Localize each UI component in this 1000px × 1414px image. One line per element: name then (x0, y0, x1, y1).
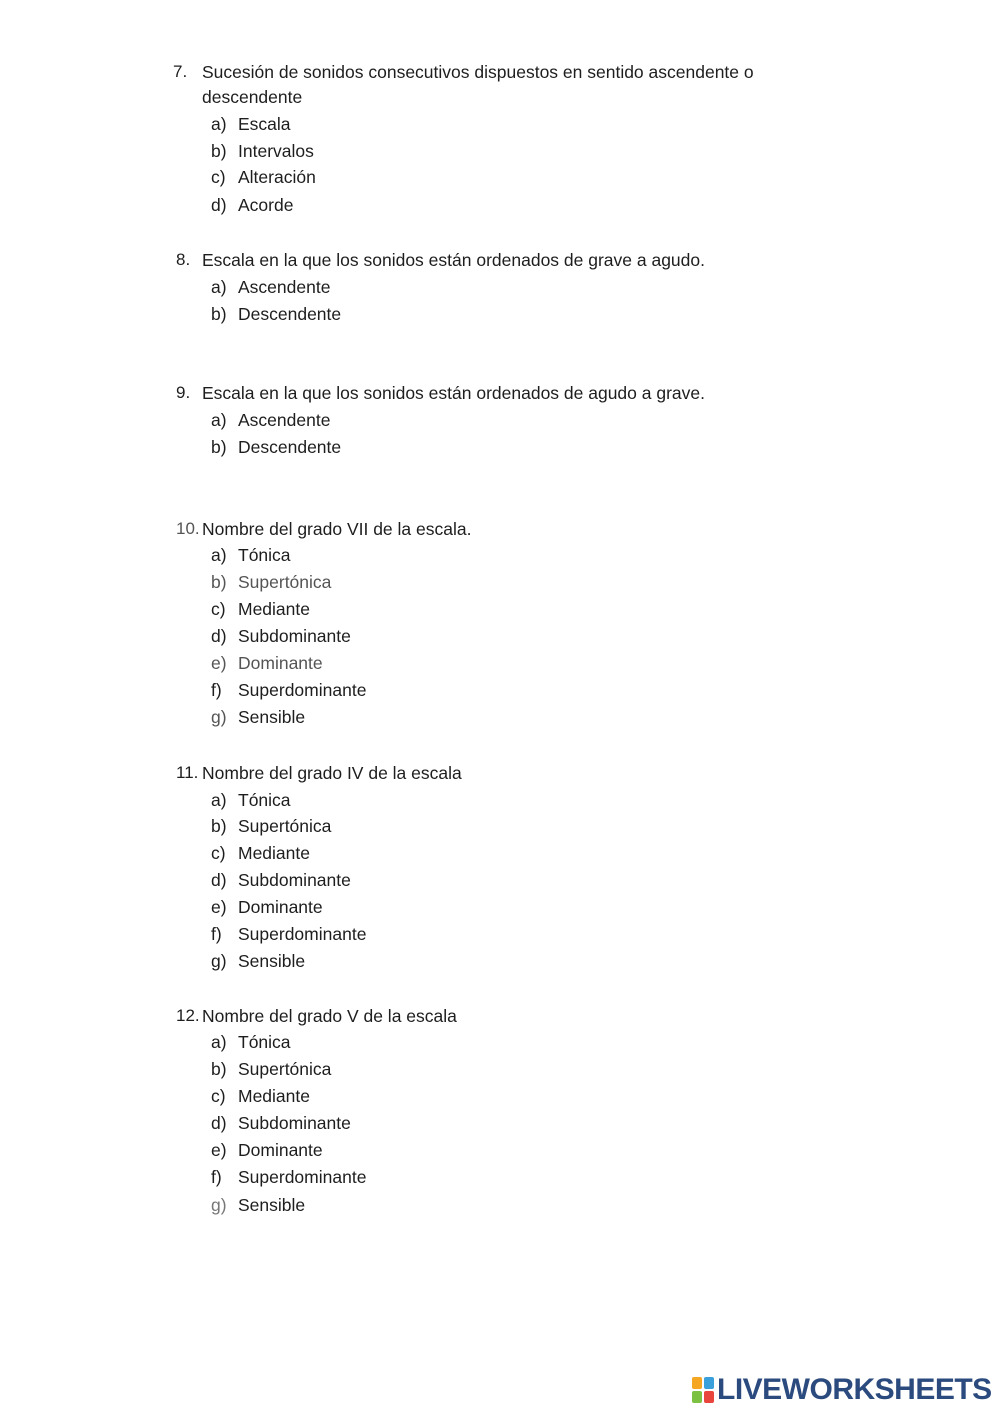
option-text: Sensible (238, 1195, 306, 1215)
option-letter: a) (211, 1032, 227, 1052)
question-text-line2: descendente (202, 87, 303, 107)
option-text: Dominante (238, 1140, 323, 1160)
option-letter: a) (211, 114, 227, 134)
option-letter: d) (211, 626, 227, 646)
question-number: 10. (176, 519, 200, 538)
option-letter: b) (211, 1059, 227, 1079)
option-letter: b) (211, 816, 227, 836)
option-text: Mediante (238, 1086, 310, 1106)
option-letter: g) (211, 951, 227, 971)
question-number: 9. (176, 383, 191, 402)
option-text: Acorde (238, 195, 294, 215)
liveworksheets-logo-icon (692, 1377, 714, 1403)
question-text-line1: Escala en la que los sonidos están ordenados de agudo a grave. (202, 383, 705, 403)
option-text: Dominante (238, 653, 323, 673)
option-letter: a) (211, 790, 227, 810)
option-text: Supertónica (238, 1059, 332, 1079)
option-text: Tónica (238, 790, 291, 810)
option-letter: g) (211, 1195, 227, 1215)
question-number: 8. (176, 250, 191, 269)
option-text: Descendente (238, 304, 342, 324)
option-letter: f) (211, 924, 222, 944)
option-letter: f) (211, 1167, 222, 1187)
option-letter: c) (211, 167, 226, 187)
option-text: Dominante (238, 897, 323, 917)
option-text: Ascendente (238, 277, 331, 297)
option-text: Descendente (238, 437, 342, 457)
option-text: Ascendente (238, 410, 331, 430)
liveworksheets-logo-text: LIVEWORKSHEETS (717, 1373, 992, 1406)
option-text: Supertónica (238, 572, 332, 592)
option-letter: d) (211, 195, 227, 215)
option-text: Sensible (238, 707, 306, 727)
option-letter: a) (211, 410, 227, 430)
option-letter: e) (211, 897, 227, 917)
option-letter: f) (211, 680, 222, 700)
option-letter: g) (211, 707, 227, 727)
option-letter: c) (211, 843, 226, 863)
option-text: Subdominante (238, 626, 351, 646)
option-text: Subdominante (238, 1113, 351, 1133)
option-letter: b) (211, 304, 227, 324)
question-text-line1: Nombre del grado IV de la escala (202, 763, 462, 783)
question-number: 11. (176, 763, 199, 782)
question-text-line1: Nombre del grado V de la escala (202, 1006, 457, 1026)
option-letter: a) (211, 545, 227, 565)
question-number: 7. (173, 62, 188, 81)
option-text: Superdominante (238, 680, 367, 700)
option-letter: c) (211, 1086, 226, 1106)
option-text: Mediante (238, 599, 310, 619)
option-letter: c) (211, 599, 226, 619)
option-text: Superdominante (238, 924, 367, 944)
question-text-line1: Escala en la que los sonidos están ordenados de grave a agudo. (202, 250, 705, 270)
option-text: Tónica (238, 1032, 291, 1052)
option-letter: b) (211, 437, 227, 457)
option-text: Superdominante (238, 1167, 367, 1187)
option-text: Subdominante (238, 870, 351, 890)
option-text: Mediante (238, 843, 310, 863)
option-text: Supertónica (238, 816, 332, 836)
option-letter: b) (211, 141, 227, 161)
option-text: Tónica (238, 545, 291, 565)
option-letter: e) (211, 1140, 227, 1160)
question-text-line1: Nombre del grado VII de la escala. (202, 519, 472, 539)
option-letter: e) (211, 653, 227, 673)
question-number: 12. (176, 1006, 200, 1025)
option-text: Sensible (238, 951, 306, 971)
option-letter: d) (211, 870, 227, 890)
option-text: Escala (238, 114, 291, 134)
option-letter: a) (211, 277, 227, 297)
option-letter: b) (211, 572, 227, 592)
question-text-line1: Sucesión de sonidos consecutivos dispuestos en sentido ascendente o (202, 62, 754, 82)
option-text: Intervalos (238, 141, 314, 161)
option-text: Alteración (238, 167, 316, 187)
option-letter: d) (211, 1113, 227, 1133)
